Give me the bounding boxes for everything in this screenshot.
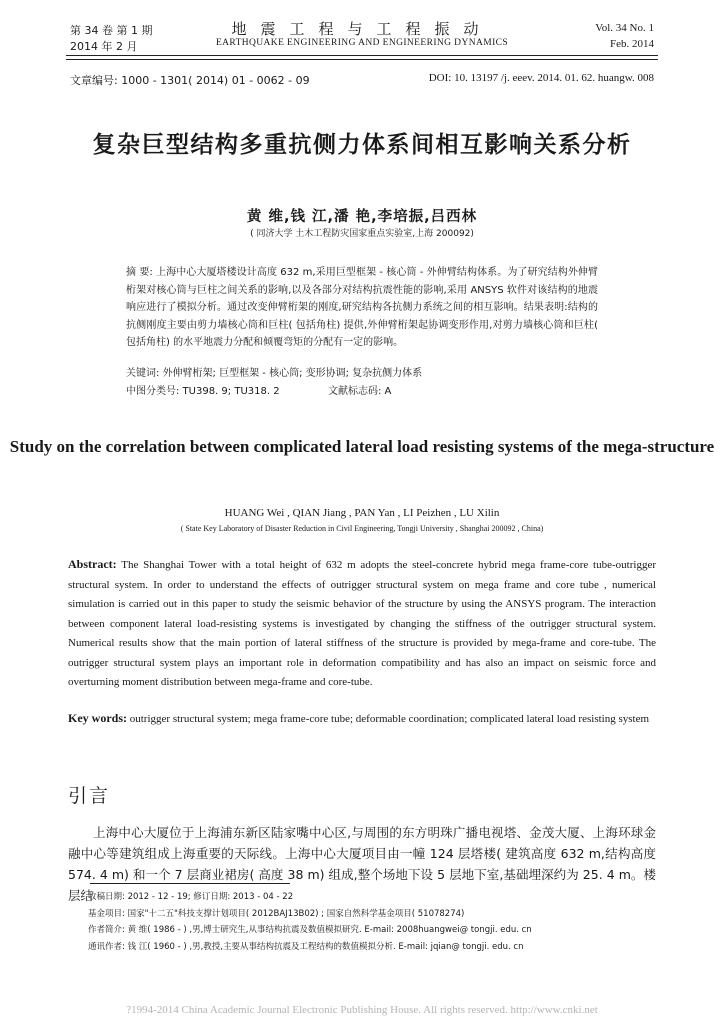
abstract-cn-label: 摘 要: bbox=[126, 267, 153, 278]
footnote-corresponding: 通讯作者: 钱 江( 1960 - ) ,男,教授,主要从事结构抗震及工程结构的数值模拟分析. E-mail: jqian@ tongji. edu. cn bbox=[88, 941, 524, 952]
issue-number: 第 34 卷 第 1 期 bbox=[70, 24, 153, 37]
keywords-cn-text: 外伸臂桁架; 巨型框架 - 核心筒; 变形协调; 复杂抗侧力体系 bbox=[162, 368, 423, 379]
document-code: 文献标志码: A bbox=[328, 386, 392, 397]
doi: DOI: 10. 13197 /j. eeev. 2014. 01. 62. huangw. 008 bbox=[428, 72, 654, 84]
classification bbox=[126, 383, 598, 400]
title-en: Study on the correlation between complicated lateral load resisting systems of the mega-structure bbox=[9, 437, 715, 456]
abstract-cn-text: 上海中心大厦塔楼设计高度 632 m,采用巨型框架 - 核心筒 - 外伸臂结构体系。为了研究结构外伸臂桁架对核心筒与巨柱之间关系的影响,以及各部分对结构抗震性能的影响,采用 ANSYS 软件对该结构的地震响应进行了模拟分析。通过改变伸臂桁架的刚度,研究结构各抗侧力系统之间的相互影响。结果表明:结构的抗侧刚度主要由剪力墙核心筒和巨柱( 包括角柱) 提供,外伸臂桁架起协调变形作用,对剪力墙核心筒和巨柱( 包括角柱) 的水平地震力分配和倾覆弯矩的分配有一定的影响。 bbox=[126, 267, 598, 349]
keywords-en bbox=[68, 709, 656, 729]
journal-name-cn: 地震工程与工程振动 bbox=[231, 22, 493, 38]
intro-text: 上海中心大厦位于上海浦东新区陆家嘴中心区,与周围的东方明珠广播电视塔、金茂大厦、上海环球金融中心等建筑组成上海重要的天际线。上海中心大厦项目由一幢 124 层塔楼( 建筑高度 632 m,结构高度 574. 4 m) 和一个 7 层商业裙房( 高度 38 m) 组成,整个场地下设 5 层地下室,基础埋深约为 25. 4 m。楼层结 bbox=[68, 825, 656, 903]
abstract-en-label: Abstract: bbox=[68, 557, 117, 571]
abstract-cn bbox=[126, 264, 598, 352]
authors-cn: 黄 维,钱 江,潘 艳,李培振,吕西林 bbox=[246, 209, 478, 225]
copyright-watermark: ?1994-2014 China Academic Journal Electronic Publishing House. All rights reserved. http://www.cnki.net bbox=[126, 1004, 598, 1016]
footnote-author-bio: 作者简介: 黄 维( 1986 - ) ,男,博士研究生,从事结构抗震及数值模拟研究. E-mail: 2008huangwei@ tongji. edu. cn bbox=[88, 925, 532, 935]
footnotes bbox=[88, 889, 668, 955]
header-rule-thin bbox=[66, 59, 658, 60]
abstract-en bbox=[68, 555, 656, 693]
class-number: 中图分类号: TU398. 9; TU318. 2 bbox=[126, 386, 280, 397]
issue-date: 2014 年 2 月 bbox=[70, 40, 138, 53]
keywords-en-label: Key words: bbox=[68, 711, 127, 725]
journal-name-en: EARTHQUAKE ENGINEERING AND ENGINEERING DYNAMICS bbox=[215, 38, 509, 48]
keywords-cn-label: 关键词: bbox=[126, 368, 160, 379]
header-rule-thick bbox=[66, 55, 658, 56]
section-heading-intro: 引言 bbox=[68, 785, 111, 807]
affiliation-en: ( State Key Laboratory of Disaster Reduction in Civil Engineering, Tongji University , Shanghai 200092 , China) bbox=[180, 524, 544, 533]
keywords-en-text: outrigger structural system; mega frame-core tube; deformable coordination; complicated lateral load resisting system bbox=[129, 713, 650, 725]
volume-date: Feb. 2014 bbox=[610, 38, 654, 50]
footnote-received: 收稿日期: 2012 - 12 - 19; 修订日期: 2013 - 04 - 22 bbox=[88, 892, 294, 902]
footnote-rule bbox=[90, 883, 290, 884]
keywords-cn bbox=[126, 365, 598, 382]
authors-en: HUANG Wei , QIAN Jiang , PAN Yan , LI Peizhen , LU Xilin bbox=[224, 507, 500, 519]
title-cn: 复杂巨型结构多重抗侧力体系间相互影响关系分析 bbox=[92, 132, 632, 158]
volume-info: Vol. 34 No. 1 bbox=[595, 22, 654, 34]
article-number: 文章编号: 1000 - 1301( 2014) 01 - 0062 - 09 bbox=[70, 74, 310, 87]
abstract-en-text: The Shanghai Tower with a total height of 632 m adopts the steel-concrete hybrid mega frame-core tube-outrigger structural system. In order to understand the effects of outrigger structural system on mega frame and core tube , numerical simulation is carried out in this paper to study the seismic behavior of the structure by using the ANSYS program. The interaction between component lateral load-resisting systems is investigated by changing the stiffness of the outrigger structural system. Numerical results show that the main portion of lateral stiffness of the structure is provided by mega-frame and core-tube. The outrigger structural system plays an important role in deformation compatibility and has also an impact on seismic force and overturning moment distribution between mega-frame and core-tube. bbox=[68, 559, 656, 688]
affiliation-cn: ( 同济大学 土木工程防灾国家重点实验室,上海 200092) bbox=[250, 229, 474, 239]
footnote-funding: 基金项目: 国家"十二五"科技支撑计划项目( 2012BAJ13B02) ; 国家自然科学基金项目( 51078274) bbox=[88, 908, 465, 919]
